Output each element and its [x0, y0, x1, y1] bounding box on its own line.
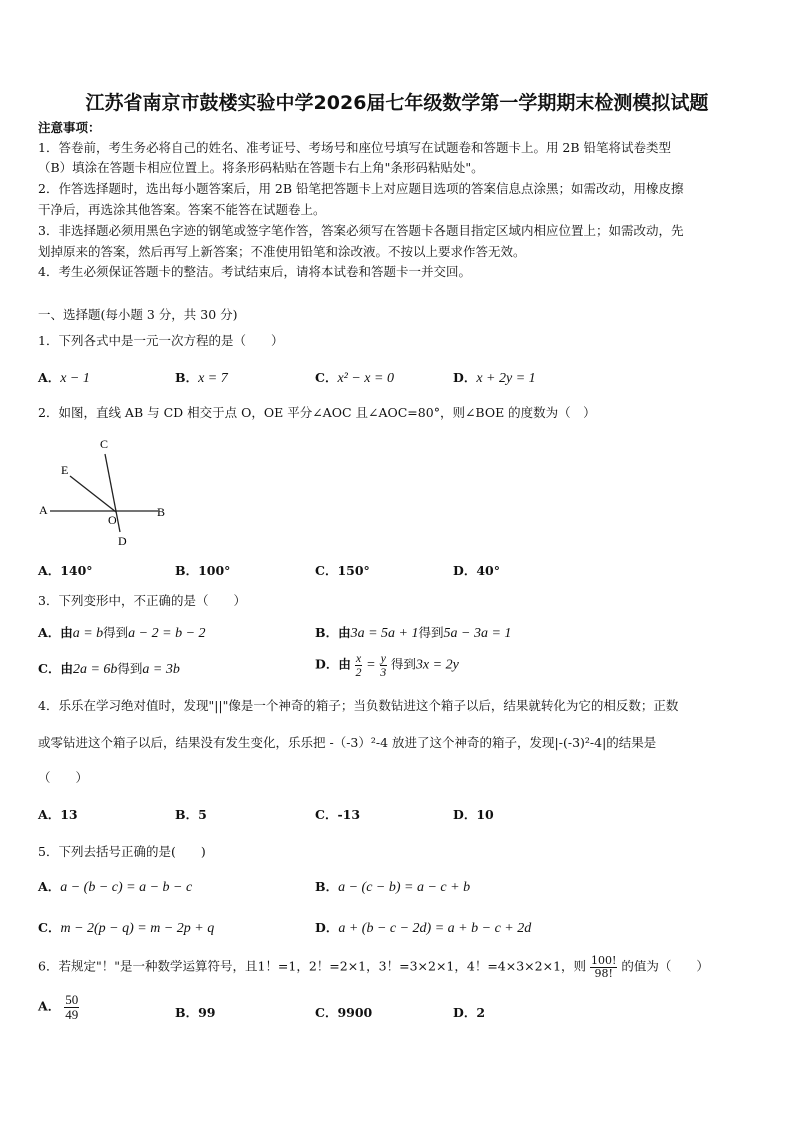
label-c: C [100, 437, 109, 451]
label-b: B [157, 505, 166, 519]
ray-oe [70, 476, 116, 512]
q5-option-c: C．m − 2(p − q) = m − 2p + q [38, 920, 215, 936]
q4-option-c: C．-13 [315, 807, 361, 822]
fraction: $\frac{y}{3}$ [380, 651, 387, 679]
q4-option-a: A．13 [38, 807, 78, 822]
section-heading: 一、选择题(每小题 3 分，共 30 分) [38, 307, 238, 322]
q6-option-b: B．99 [175, 1005, 216, 1020]
exam-title: 江苏省南京市鼓楼实验中学2026届七年级数学第一学期期末检测模拟试题 [85, 92, 709, 114]
notice-line: 4．考生必须保证答题卡的整洁。考试结束后，请将本试卷和答题卡一并交回。 [38, 264, 471, 279]
q4-option-d: D．10 [453, 807, 494, 822]
label-e: E [61, 463, 69, 477]
q2-option-b: B．100° [175, 563, 231, 578]
q3-option-d: D．由 $\frac{x}{2}$ = $\frac{y}{3}$ 得到3x = 2y [315, 651, 459, 679]
notice-heading: 注意事项： [38, 120, 101, 135]
q1-option-b: B．x = 7 [175, 370, 228, 386]
q6-option-d: D．2 [453, 1005, 486, 1020]
question-4-line-3: （ ） [38, 770, 89, 785]
q2-option-a: A．140° [38, 563, 93, 578]
fraction: $\frac{50}{49}$ [65, 992, 79, 1022]
notice-line: （B）填涂在答题卡相应位置上。将条形码粘贴在答题卡右上角"条形码粘贴处"。 [38, 160, 484, 175]
question-4-line-1: 4．乐乐在学习绝对值时，发现"||"像是一个神奇的箱子；当负数钻进这个箱子以后，结果就转化为它的相反数；正数 [38, 698, 679, 713]
label-a: A [39, 503, 48, 517]
q3-option-c: C．由2a = 6b得到a = 3b [38, 661, 180, 677]
fraction: $\frac{100!}{98!}$ [591, 954, 617, 980]
question-6-stem: 6．若规定"！"是一种数学运算符号，且1！=1，2！=2×1，3！=3×2×1，4！=4×3×2×1，则 $\frac{100!}{98!}$ 的值为（ ） [38, 954, 709, 980]
q2-option-c: C．150° [315, 563, 370, 578]
question-5-stem: 5．下列去括号正确的是( ) [38, 844, 206, 859]
q5-option-d: D．a + (b − c − 2d) = a + b − c + 2d [315, 920, 532, 936]
label-d: D [118, 534, 127, 548]
label-o: O [108, 513, 117, 527]
q4-option-b: B．5 [175, 807, 207, 822]
question-1-stem: 1．下列各式中是一元一次方程的是（ ） [38, 333, 284, 348]
notice-line: 3．非选择题必须用黑色字迹的钢笔或签字笔作答，答案必须写在答题卡各题目指定区域内相应位置上；如需改动，先 [38, 223, 684, 238]
notice-line: 划掉原来的答案，然后再写上新答案；不准使用铅笔和涂改液。不按以上要求作答无效。 [38, 244, 526, 259]
fraction: $\frac{x}{2}$ [355, 651, 362, 679]
q1-option-d: D．x + 2y = 1 [453, 370, 536, 386]
q3-option-b: B．由3a = 5a + 1得到5a − 3a = 1 [315, 625, 512, 641]
q5-option-b: B．a − (c − b) = a − c + b [315, 879, 471, 895]
q3-option-a: A．由a = b得到a − 2 = b − 2 [38, 625, 206, 641]
notice-line: 干净后，再选涂其他答案。答案不能答在试题卷上。 [38, 202, 326, 217]
notice-line: 2．作答选择题时，选出每小题答案后，用 2B 铅笔把答题卡上对应题目选项的答案信息点涂黑；如需改动，用橡皮擦 [38, 181, 684, 196]
question-2-stem: 2．如图，直线 AB 与 CD 相交于点 O，OE 平分∠AOC 且∠AOC=80°，则∠BOE 的度数为（ ） [38, 405, 596, 420]
q6-option-c: C．9900 [315, 1005, 373, 1020]
intersecting-lines-diagram [30, 432, 180, 552]
question-4-line-2: 或零钻进这个箱子以后，结果没有发生变化，乐乐把 -（-3）²-4 放进了这个神奇的箱子，发现|-(-3)²-4|的结果是 [38, 735, 657, 750]
q5-option-a: A．a − (b − c) = a − b − c [38, 879, 193, 895]
q2-option-d: D．40° [453, 563, 500, 578]
question-3-stem: 3．下列变形中，不正确的是（ ） [38, 593, 246, 608]
q6-option-a: A． $\frac{50}{49}$ [38, 992, 79, 1022]
q1-option-a: A．x − 1 [38, 370, 90, 386]
q1-option-c: C．x² − x = 0 [315, 370, 394, 386]
notice-line: 1．答卷前，考生务必将自己的姓名、准考证号、考场号和座位号填写在试题卷和答题卡上。用 2B 铅笔将试卷类型 [38, 140, 672, 155]
